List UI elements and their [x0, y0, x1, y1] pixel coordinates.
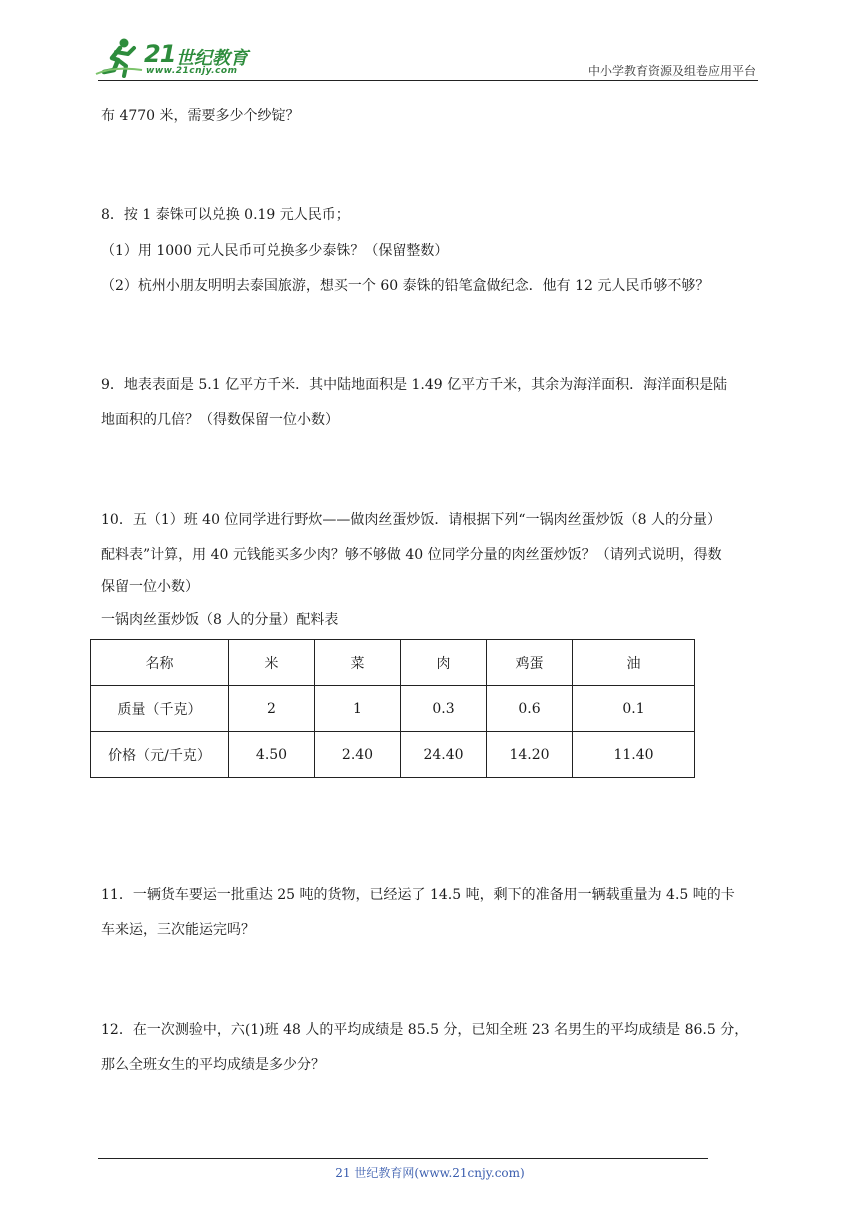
question-9-line-2: 地面积的几倍？（得数保留一位小数） — [101, 412, 339, 428]
question-12-line-1: 12．在一次测验中，六(1)班 48 人的平均成绩是 85.5 分，已知全班 23 名男生的平均成绩是 86.5 分， — [101, 1022, 749, 1038]
question-9-line-1: 9．地表表面是 5.1 亿平方千米．其中陆地面积是 1.49 亿平方千米，其余为海洋面积．海洋面积是陆 — [101, 377, 728, 393]
logo-name: 世纪教育 — [176, 48, 248, 69]
table-cell: 24.40 — [401, 732, 487, 778]
table-cell: 2.40 — [315, 732, 401, 778]
table-cell: 质量（千克） — [91, 686, 229, 732]
ingredients-table — [90, 639, 695, 778]
question-8-part-2: （2）杭州小朋友明明去泰国旅游，想买一个 60 泰铢的铅笔盒做纪念．他有 12 元人民币够不够？ — [101, 278, 710, 294]
table-cell: 14.20 — [487, 732, 573, 778]
table-caption: 一锅肉丝蛋炒饭（8 人的分量）配料表 — [101, 612, 339, 628]
table-cell: 鸡蛋 — [487, 640, 573, 686]
question-11-line-2: 车来运，三次能运完吗？ — [101, 922, 255, 938]
table-cell: 油 — [573, 640, 695, 686]
question-8: 8．按 1 泰铢可以兑换 0.19 元人民币； — [101, 207, 350, 223]
table-cell: 0.6 — [487, 686, 573, 732]
table-cell: 价格（元/千克） — [91, 732, 229, 778]
site-logo — [94, 36, 264, 78]
table-cell: 11.40 — [573, 732, 695, 778]
footer-divider — [98, 1158, 708, 1159]
question-12-line-2: 那么全班女生的平均成绩是多少分？ — [101, 1057, 325, 1073]
table-cell: 0.1 — [573, 686, 695, 732]
question-10-line-1: 10．五（1）班 40 位同学进行野炊——做肉丝蛋炒饭．请根据下列“一锅肉丝蛋炒饭（8 人的分量） — [101, 512, 721, 528]
table-cell: 1 — [315, 686, 401, 732]
table-row — [91, 686, 695, 732]
runner-logo-icon — [94, 36, 144, 78]
platform-title: 中小学教育资源及组卷应用平台 — [587, 64, 756, 78]
table-row — [91, 732, 695, 778]
logo-number: 21 — [144, 40, 176, 68]
table-cell: 名称 — [91, 640, 229, 686]
table-cell: 菜 — [315, 640, 401, 686]
question-10-line-2: 配料表”计算，用 40 元钱能买多少肉？够不够做 40 位同学分量的肉丝蛋炒饭？（请列式说明，得数 — [101, 547, 722, 563]
footer-text: 21 世纪教育网(www.21cnjy.com) — [335, 1166, 525, 1180]
table-cell: 肉 — [401, 640, 487, 686]
logo-url: www.21cnjy.com — [146, 66, 238, 76]
table-row — [91, 640, 695, 686]
question-8-part-1: （1）用 1000 元人民币可兑换多少泰铢？（保留整数） — [101, 243, 449, 259]
table-cell: 米 — [229, 640, 315, 686]
header-divider — [98, 80, 758, 81]
question-10-line-3: 保留一位小数） — [101, 579, 199, 595]
table-cell: 4.50 — [229, 732, 315, 778]
question-11-line-1: 11．一辆货车要运一批重达 25 吨的货物，已经运了 14.5 吨，剩下的准备用一辆载重量为 4.5 吨的卡 — [101, 887, 735, 903]
table-cell: 0.3 — [401, 686, 487, 732]
question-7-tail: 布 4770 米，需要多少个纱锭？ — [101, 108, 300, 124]
table-cell: 2 — [229, 686, 315, 732]
